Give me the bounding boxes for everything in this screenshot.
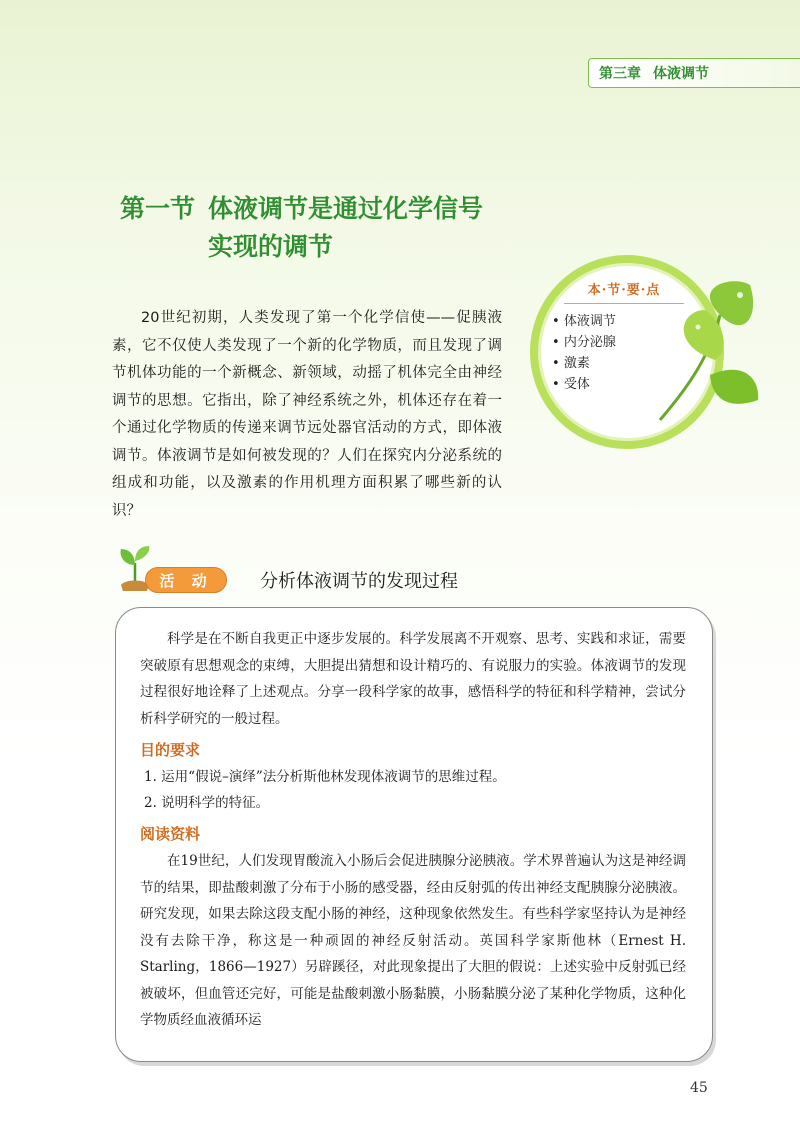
key-points-title: 本·节·要·点 [564, 279, 684, 304]
chapter-title: 体液调节 [653, 66, 709, 82]
goal-item: 1. 运用“假说–演绎”法分析斯他林发现体液调节的思维过程。 [144, 769, 506, 785]
section-number: 第一节 [120, 194, 196, 223]
key-point-item: • 激素 [552, 353, 616, 374]
goals-heading: 目的要求 [140, 741, 201, 759]
key-point-item: • 受体 [552, 374, 616, 395]
goals-list [116, 764, 712, 816]
chapter-number: 第三章 [599, 66, 641, 82]
activity-box [115, 607, 713, 1062]
section-title [120, 190, 483, 266]
section-title-line1: 体液调节是通过化学信号 [208, 194, 484, 223]
goal-item: 2. 说明科学的特征。 [144, 795, 270, 811]
page-number: 45 [690, 1080, 708, 1096]
chapter-tab [588, 58, 800, 88]
activity-title: 分析体液调节的发现过程 [260, 571, 458, 592]
reading-heading: 阅读资料 [140, 825, 201, 843]
reading-text: 在19世纪，人们发现胃酸流入小肠后会促进胰腺分泌胰液。学术界普遍认为这是神经调节的结果，即盐酸刺激了分布于小肠的感受器，经由反射弧的传出神经支配胰腺分泌胰液。研究发现，如果去除这段支配小肠的神经，这种现象依然发生。有些科学家坚持认为是神经没有去除干净，称这是一种顽固的神经反射活动。英国科学家斯他林（Ernest H. Starling，1866—1927）另辟蹊径，对此现象提出了大胆的假说：上述实验中反射弧已经被破坏，但血管还完好，可能是盐酸刺激小肠黏膜，小肠黏膜分泌了某种化学物质，这种化学物质经血液循环运 [140, 853, 686, 1028]
activity-label: 活 动 [145, 567, 227, 593]
activity-header [115, 545, 615, 595]
intro-paragraph: 20世纪初期，人类发现了第一个化学信使——促胰液素，它不仅使人类发现了一个新的化学物质，而且发现了调节机体功能的一个新概念、新领域，动摇了机体完全由神经调节的思想。它指出，除了神经系统之外，机体还存在着一个通过化学物质的传递来调节远处器官活动的方式，即体液调节。体液调节是如何被发现的？人们在探究内分泌系统的组成和功能，以及激素的作用机理方面积累了哪些新的认识？ [112, 310, 502, 519]
key-points-panel [530, 255, 770, 455]
key-point-item: • 内分泌腺 [552, 332, 616, 353]
section-title-line2: 实现的调节 [208, 232, 334, 261]
activity-intro: 科学是在不断自我更正中逐步发展的。科学发展离不开观察、思考、实践和求证，需要突破原有思想观念的束缚，大胆提出猜想和设计精巧的、有说服力的实验。体液调节的发现过程很好地诠释了上述观点。分享一段科学家的故事，感悟科学的特征和科学精神，尝试分析科学研究的一般过程。 [140, 631, 686, 727]
leaf-icon [650, 275, 765, 425]
key-point-item: • 体液调节 [552, 311, 616, 332]
key-points-list [552, 311, 616, 395]
